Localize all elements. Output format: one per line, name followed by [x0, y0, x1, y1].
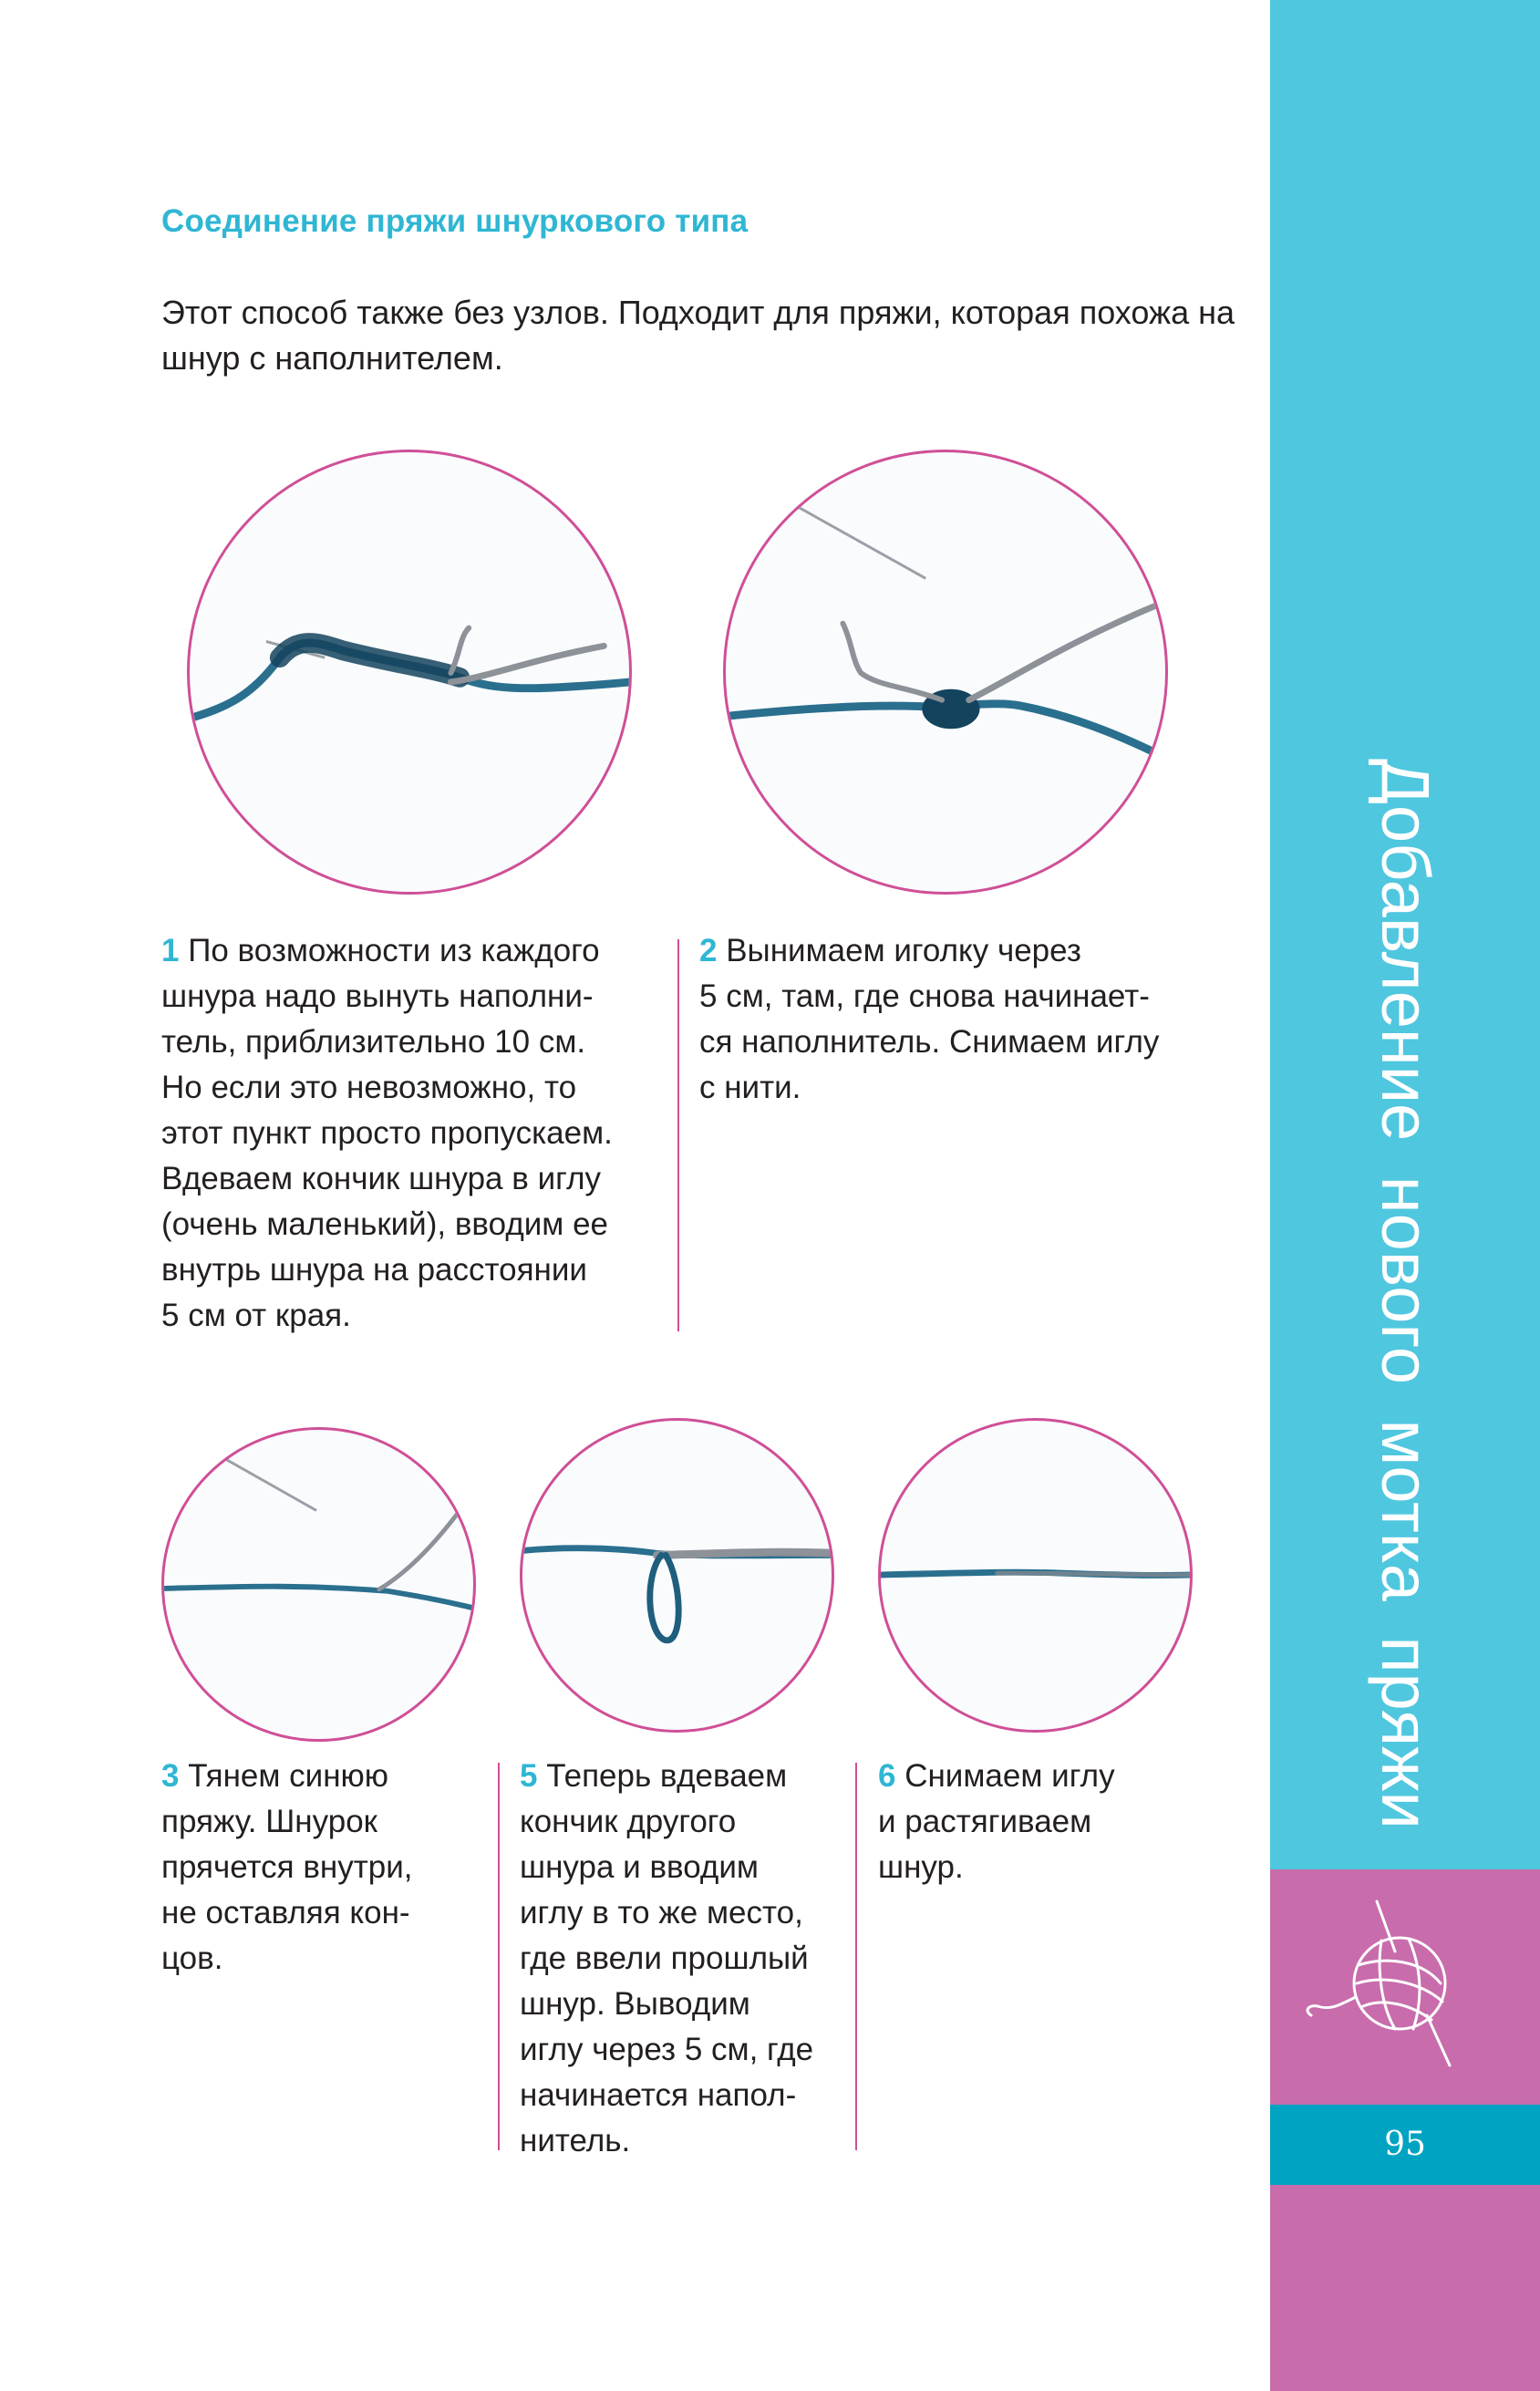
- step-6-photo: [878, 1418, 1193, 1733]
- intro-text: Этот способ также без узлов. Подходит для пряжи, которая похожа на шнур с наполнителем.: [161, 294, 1235, 377]
- step-5-number: 5: [520, 1758, 538, 1794]
- divider-2: [498, 1763, 500, 2150]
- step-5-photo: [520, 1418, 834, 1733]
- step-6-text: 6 Снимаем иглу и растягиваем шнур.: [878, 1758, 1115, 1885]
- step-6-photo-illustration: [881, 1421, 1190, 1730]
- step-1-photo: [187, 450, 632, 895]
- step-1-number: 1: [161, 933, 180, 968]
- step-2-photo-illustration: [726, 452, 1165, 892]
- step-5-photo-illustration: [522, 1421, 832, 1730]
- page-number: 95: [1384, 2126, 1426, 2163]
- step-2-photo: [723, 450, 1168, 895]
- section-title: Соединение пряжи шнуркового типа: [161, 203, 749, 239]
- step-5-text: 5 Теперь вдеваем кончик другого шнура и вводим иглу в то же место, где ввели прошлый шнур. Выводим иглу через 5 см, где начинается напол- нитель.: [520, 1758, 814, 2158]
- step-2-number: 2: [699, 933, 718, 968]
- step-3-photo-illustration: [164, 1430, 473, 1739]
- step-1-text: 1 По возможности из каждого шнура надо вынуть наполни- тель, приблизительно 10 см. Но если это невозможно, то этот пункт просто пропускаем. Вдеваем кончик шнура в иглу (очень маленький), вводим ее внутрь шнура на расстоянии 5 см от края.: [161, 933, 613, 1333]
- step-2-text: 2 Вынимаем иголку через 5 см, там, где снова начинает- ся наполнитель. Снимаем иглу с нити.: [699, 933, 1160, 1105]
- divider-3: [855, 1763, 857, 2150]
- divider-1: [677, 939, 679, 1331]
- chapter-title: Добавление нового мотка пряжи: [1368, 759, 1443, 1829]
- step-6-number: 6: [878, 1758, 896, 1794]
- step-3-number: 3: [161, 1758, 180, 1794]
- step-3-photo: [161, 1427, 476, 1742]
- step-1-photo-illustration: [190, 452, 629, 892]
- step-3-text: 3 Тянем синюю пряжу. Шнурок прячется внутри, не оставляя кон- цов.: [161, 1758, 413, 1976]
- yarn-ball-icon: [1295, 1897, 1477, 2079]
